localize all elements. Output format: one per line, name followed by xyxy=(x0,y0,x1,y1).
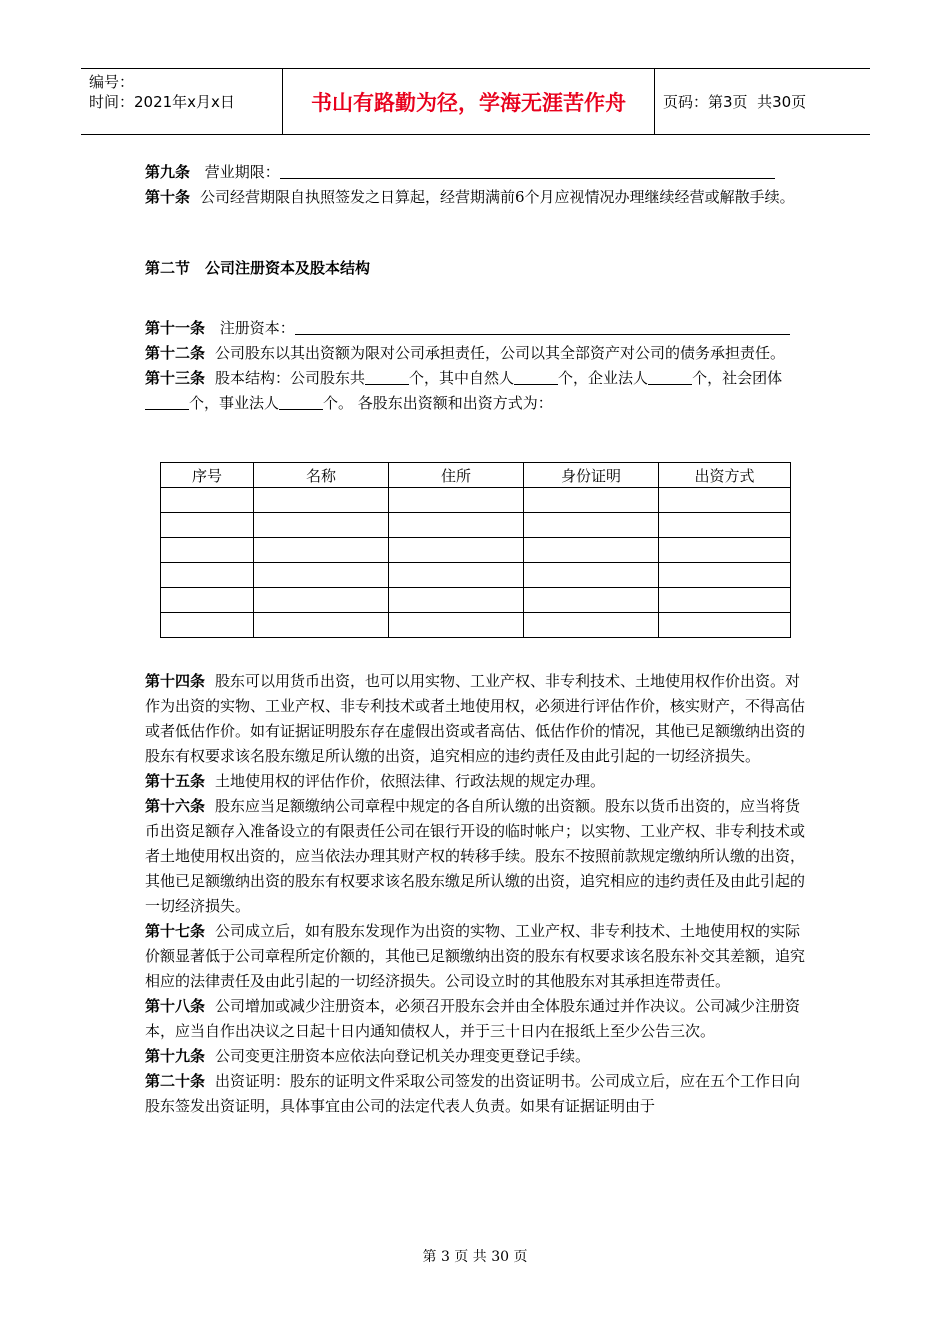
col-name: 名称 xyxy=(254,463,389,488)
table-cell[interactable] xyxy=(659,588,791,613)
header-page-text: 页码：第3页 共30页 xyxy=(663,93,807,111)
table-cell[interactable] xyxy=(659,538,791,563)
table-cell[interactable] xyxy=(389,488,524,513)
article-19-text: 公司变更注册资本应依法向登记机关办理变更登记手续。 xyxy=(215,1047,591,1065)
table-cell[interactable] xyxy=(389,613,524,638)
section-2-title: 第二节 公司注册资本及股本结构 xyxy=(145,259,371,277)
article-10 xyxy=(145,185,805,210)
article-20-text: 出资证明：股东的证明文件采取公司签发的出资证明书。公司成立后，应在五个工作日向股东签发出资证明，具体事宜由公司的法定代表人负责。如果有证据证明由于 xyxy=(145,1072,801,1115)
table-cell[interactable] xyxy=(524,513,659,538)
article-9 xyxy=(145,160,805,185)
articles-top xyxy=(145,160,805,210)
article-12-text: 公司股东以其出资额为限对公司承担责任，公司以其全部资产对公司的债务承担责任。 xyxy=(215,344,786,362)
col-serial: 序号 xyxy=(161,463,254,488)
article-16-text: 股东应当足额缴纳公司章程中规定的各自所认缴的出资额。股东以货币出资的，应当将货币出资足额存入准备设立的有限责任公司在银行开设的临时帐户；以实物、工业产权、非专利技术或者土地使用权出资的，应当依法办理其财产权的转移手续。股东不按照前款规定缴纳所认缴的出资，其他已足额缴纳出资的股东有权要求该名股东缴足所认缴的出资，追究相应的违约责任及由此引起的一切经济损失。 xyxy=(145,797,806,915)
article-20-label: 第二十条 xyxy=(145,1072,206,1090)
article-13-text-1: 股本结构：公司股东共 xyxy=(215,369,366,387)
doc-date-label: 时间：2021年x月x日 xyxy=(89,93,235,111)
article-17 xyxy=(145,919,805,994)
col-address: 住所 xyxy=(389,463,524,488)
article-14-label: 第十四条 xyxy=(145,672,206,690)
table-cell[interactable] xyxy=(254,488,389,513)
table-cell[interactable] xyxy=(524,563,659,588)
table-cell[interactable] xyxy=(389,563,524,588)
table-cell[interactable] xyxy=(254,588,389,613)
table-cell[interactable] xyxy=(254,613,389,638)
article-9-label: 第九条 xyxy=(145,163,191,181)
table-cell[interactable] xyxy=(254,538,389,563)
footer-page-number: 第 3 页 共 30 页 xyxy=(422,1249,528,1265)
institution-legal-blank[interactable] xyxy=(279,393,323,410)
articles-bottom xyxy=(145,669,805,1119)
table-cell[interactable] xyxy=(524,613,659,638)
article-12 xyxy=(145,341,805,366)
article-10-text: 公司经营期限自执照签发之日算起，经营期满前6个月应视情况办理继续经营或解散手续。 xyxy=(200,188,795,206)
article-16-label: 第十六条 xyxy=(145,797,206,815)
article-14 xyxy=(145,669,805,769)
col-contribution: 出资方式 xyxy=(659,463,791,488)
shareholder-count-blank[interactable] xyxy=(365,368,409,385)
table-cell[interactable] xyxy=(659,488,791,513)
table-row xyxy=(161,488,791,513)
table-cell[interactable] xyxy=(254,513,389,538)
table-cell[interactable] xyxy=(389,513,524,538)
table-cell[interactable] xyxy=(161,538,254,563)
table-cell[interactable] xyxy=(524,488,659,513)
table-row xyxy=(161,613,791,638)
social-group-blank[interactable] xyxy=(145,393,189,410)
article-20 xyxy=(145,1069,805,1119)
business-term-blank[interactable] xyxy=(280,160,775,179)
table-cell[interactable] xyxy=(254,563,389,588)
header-page-info xyxy=(655,69,870,134)
natural-person-blank[interactable] xyxy=(514,368,558,385)
article-16 xyxy=(145,794,805,919)
table-cell[interactable] xyxy=(161,563,254,588)
col-id: 身份证明 xyxy=(524,463,659,488)
article-13 xyxy=(145,366,805,416)
registered-capital-blank[interactable] xyxy=(295,316,790,335)
article-11 xyxy=(145,316,805,341)
table-cell[interactable] xyxy=(161,588,254,613)
table-cell[interactable] xyxy=(659,513,791,538)
table-cell[interactable] xyxy=(524,588,659,613)
article-13-text-2: 个，其中自然人 xyxy=(409,369,515,387)
article-13-text-5: 个，事业法人 xyxy=(189,394,280,412)
article-19-label: 第十九条 xyxy=(145,1047,206,1065)
table-row xyxy=(161,588,791,613)
articles-11-13 xyxy=(145,316,805,416)
article-11-label: 第十一条 xyxy=(145,319,206,337)
article-13-text-4: 个，社会团体 xyxy=(692,369,783,387)
table-cell[interactable] xyxy=(161,513,254,538)
article-10-label: 第十条 xyxy=(145,188,191,206)
article-15-text: 土地使用权的评估作价，依照法律、行政法规的规定办理。 xyxy=(215,772,606,790)
table-cell[interactable] xyxy=(389,538,524,563)
shareholder-table xyxy=(160,462,791,638)
table-row xyxy=(161,563,791,588)
table-row xyxy=(161,538,791,563)
article-14-text: 股东可以用货币出资，也可以用实物、工业产权、非专利技术、土地使用权作价出资。对作为出资的实物、工业产权、非专利技术或者土地使用权，必须进行评估作价，核实财产，不得高估或者低估作价。如有证据证明股东存在虚假出资或者高估、低估作价的情况，其他已足额缴纳出资的股东有权要求该名股东缴足所认缴的出资，追究相应的违约责任及由此引起的一切经济损失。 xyxy=(145,672,806,765)
article-15-label: 第十五条 xyxy=(145,772,206,790)
article-15 xyxy=(145,769,805,794)
table-cell[interactable] xyxy=(659,563,791,588)
table-cell[interactable] xyxy=(161,613,254,638)
doc-code-label: 编号： xyxy=(89,73,135,91)
article-18-text: 公司增加或减少注册资本，必须召开股东会并由全体股东通过并作决议。公司减少注册资本，应当自作出决议之日起十日内通知债权人，并于三十日内在报纸上至少公告三次。 xyxy=(145,997,801,1040)
page-header xyxy=(81,68,870,135)
article-17-text: 公司成立后，如有股东发现作为出资的实物、工业产权、非专利技术、土地使用权的实际价额显著低于公司章程所定价额的，其他已足额缴纳出资的股东有权要求该名股东补交其差额，追究相应的法律责任及由此引起的一切经济损失。公司设立时的其他股东对其承担连带责任。 xyxy=(145,922,806,990)
article-18 xyxy=(145,994,805,1044)
header-meta xyxy=(81,69,283,134)
table-header-row xyxy=(161,463,791,488)
article-13-text-3: 个，企业法人 xyxy=(558,369,649,387)
article-12-label: 第十二条 xyxy=(145,344,206,362)
article-13-text-6: 个。 各股东出资额和出资方式为： xyxy=(323,394,553,412)
table-cell[interactable] xyxy=(524,538,659,563)
table-row xyxy=(161,513,791,538)
article-9-text: 营业期限： xyxy=(204,163,280,181)
article-18-label: 第十八条 xyxy=(145,997,206,1015)
enterprise-legal-blank[interactable] xyxy=(648,368,692,385)
article-17-label: 第十七条 xyxy=(145,922,206,940)
table-cell[interactable] xyxy=(389,588,524,613)
header-motto: 书山有路勤为径，学海无涯苦作舟 xyxy=(283,69,655,134)
page-footer xyxy=(0,1246,950,1266)
article-11-text: 注册资本： xyxy=(219,319,295,337)
table-cell[interactable] xyxy=(161,488,254,513)
article-19 xyxy=(145,1044,805,1069)
article-13-label: 第十三条 xyxy=(145,369,206,387)
table-cell[interactable] xyxy=(659,613,791,638)
